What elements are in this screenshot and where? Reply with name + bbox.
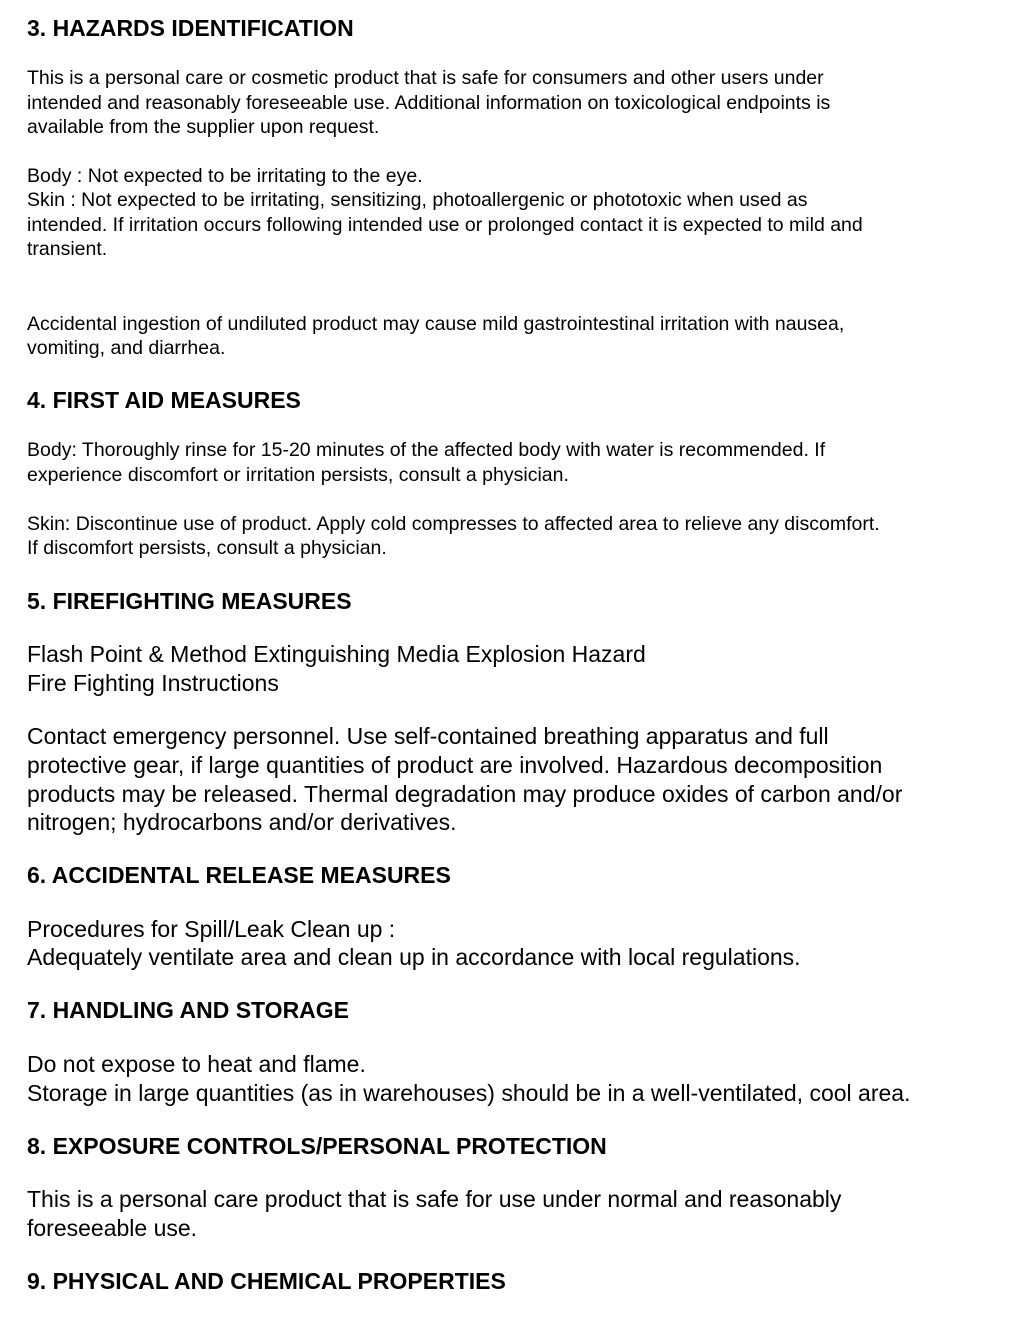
firefighting-label-line: Flash Point & Method Extinguishing Media Explosion Hazard: [27, 641, 646, 667]
hazards-intro-line: intended and reasonably foreseeable use. Additional information on toxicological endpoints is: [27, 92, 831, 114]
hazards-intro-line: This is a personal care or cosmetic product that is safe for consumers and other users under: [27, 67, 824, 89]
firefighting-instructions-line: Contact emergency personnel. Use self-contained breathing apparatus and full: [27, 723, 829, 749]
section-heading-physical: 9. PHYSICAL AND CHEMICAL PROPERTIES: [27, 1268, 506, 1294]
firefighting-label-line: Fire Fighting Instructions: [27, 670, 279, 696]
section-heading-exposure: 8. EXPOSURE CONTROLS/PERSONAL PROTECTION: [27, 1133, 607, 1159]
firefighting-instructions-line: protective gear, if large quantities of product are involved. Hazardous decomposition: [27, 752, 883, 778]
section-heading-first-aid: 4. FIRST AID MEASURES: [27, 387, 301, 413]
section-heading-hazards: 3. HAZARDS IDENTIFICATION: [27, 15, 354, 41]
first-aid-skin-line: If discomfort persists, consult a physician.: [27, 537, 387, 559]
first-aid-skin-line: Skin: Discontinue use of product. Apply cold compresses to affected area to relieve any discomfort.: [27, 513, 880, 535]
exposure-line: foreseeable use.: [27, 1215, 198, 1241]
hazards-body-skin-line: transient.: [27, 238, 108, 260]
handling-line: Do not expose to heat and flame.: [27, 1051, 366, 1077]
handling-line: Storage in large quantities (as in warehouses) should be in a well-ventilated, cool area.: [27, 1080, 911, 1106]
hazards-ingestion-line: vomiting, and diarrhea.: [27, 337, 226, 359]
hazards-body-skin-line: Skin : Not expected to be irritating, sensitizing, photoallergenic or phototoxic when used as: [27, 189, 808, 211]
section-heading-firefighting: 5. FIREFIGHTING MEASURES: [27, 588, 352, 614]
firefighting-instructions-line: nitrogen; hydrocarbons and/or derivatives.: [27, 809, 457, 835]
hazards-ingestion-line: Accidental ingestion of undiluted product may cause mild gastrointestinal irritation with nausea,: [27, 313, 845, 335]
section-heading-handling: 7. HANDLING AND STORAGE: [27, 997, 350, 1023]
first-aid-body-line: Body: Thoroughly rinse for 15-20 minutes of the affected body with water is recommended. If: [27, 439, 826, 461]
exposure-line: This is a personal care product that is safe for use under normal and reasonably: [27, 1186, 842, 1212]
hazards-intro-line: available from the supplier upon request.: [27, 116, 380, 138]
accidental-release-line: Procedures for Spill/Leak Clean up :: [27, 916, 396, 942]
hazards-body-skin-line: Body : Not expected to be irritating to the eye.: [27, 165, 423, 187]
hazards-body-skin-line: intended. If irritation occurs following intended use or prolonged contact it is expected to mild and: [27, 214, 863, 236]
section-heading-accidental-release: 6. ACCIDENTAL RELEASE MEASURES: [27, 862, 451, 888]
accidental-release-line: Adequately ventilate area and clean up in accordance with local regulations.: [27, 944, 801, 970]
first-aid-body-line: experience discomfort or irritation persists, consult a physician.: [27, 464, 569, 486]
firefighting-instructions-line: products may be released. Thermal degradation may produce oxides of carbon and/or: [27, 781, 903, 807]
